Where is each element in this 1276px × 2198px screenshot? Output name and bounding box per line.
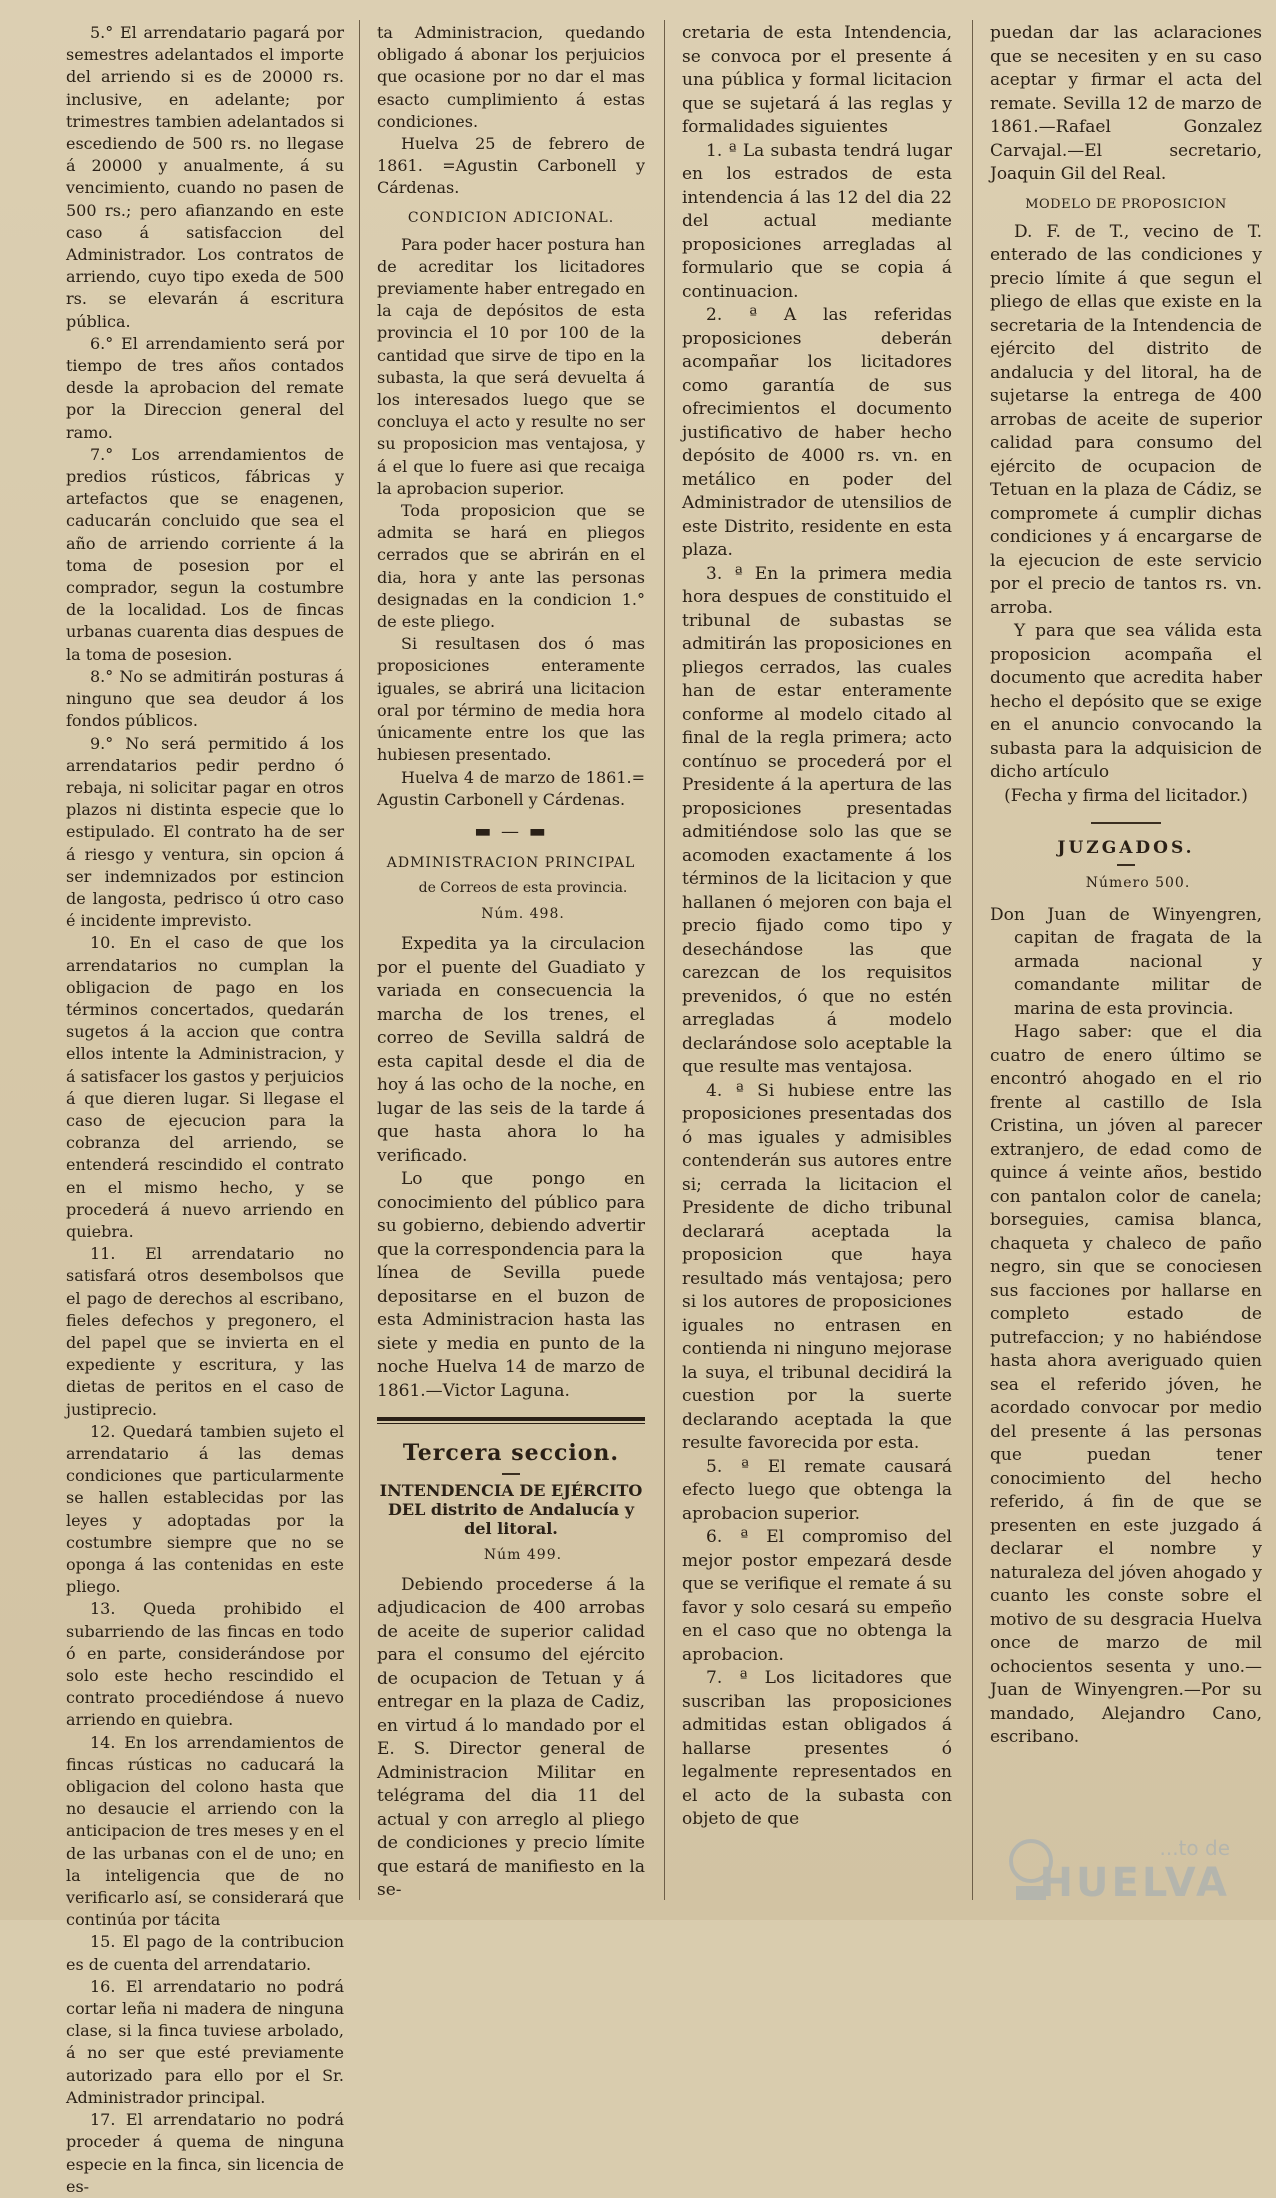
rule-paragraph: 6. ª El compromiso del mejor postor empezará desde que se verifique el remate á su favor y solo cesará su empeño en el caso que no obtenga la aprobacion. bbox=[682, 1527, 952, 1665]
section-divider bbox=[377, 1417, 645, 1424]
column-rule bbox=[664, 20, 665, 1900]
intendencia-heading: INTENDENCIA DE EJÉRCITO DEL distrito de Andalucía y del litoral. bbox=[379, 1480, 643, 1538]
modelo-paragraph: D. F. de T., vecino de T. enterado de las condiciones y precio límite á que segun el pliego de ellas que existe en la secretaria de la Intendencia de ejército del distrito de andalucia y del litoral, ha de sujetarse la entrega de 400 arrobas de aceite de superior calidad para consumo del ejército de ocupacion de Tetuan en la plaza de Cádiz, se compromete á cumplir dichas condiciones y á encargarse de la ejecucion de este servicio por el precio de tantos rs. vn. arroba. bbox=[990, 221, 1262, 618]
signature-line: Huelva 25 de febrero de 1861. =Agustin Carbonell y Cárdenas. bbox=[377, 134, 645, 198]
column-1 bbox=[66, 22, 344, 2196]
condition-paragraph: 6.° El arrendamiento será por tiempo de tres años contados desde la aprobacion del remate por la Direccion general del ramo. bbox=[66, 333, 344, 442]
continued-paragraph: cretaria de esta Intendencia, se convoca por el presente á una pública y formal licitacion que se sujetará á las reglas y formalidades siguientes bbox=[682, 23, 952, 137]
rule-paragraph: 3. ª En la primera media hora despues de constituido el tribunal de subastas se admitirán las proposiciones en pliegos cerrados, las cuales han de estar enteramente conforme al modelo citado al final de la regla primera; acto contínuo se procederá por el Presidente á la apertura de las proposiciones presentadas admitiéndose solo las que se acomoden exactamente á los términos de la licitacion y que hallanen ó mejoren con baja el precio fijado como tipo y desechándose las que carezcan de los requisitos prevenidos, ó que no estén arregladas á modelo declarándose solo aceptable la que resulte mas ventajosa. bbox=[682, 563, 952, 1077]
notice-paragraph: Debiendo procederse á la adjudicacion de 400 arrobas de aceite de superior calidad para el consumo del ejército de ocupacion de Tetuan y á entregar en la plaza de Cadiz, en virtud á lo mandado por el E. S. Director general de Administracion Militar en telégrama del dia 11 del actual y con arreglo al pliego de condiciones y precio límite que estará de manifiesto en la se- bbox=[377, 1574, 645, 1901]
condition-paragraph: 7.° Los arrendamientos de predios rústicos, fábricas y artefactos que se enagenen, caducarán concluido que sea el año de arriendo corriente á la toma de posesion por el comprador, segun la costumbre de la localidad. Los de fincas urbanas cuarenta dias despues de la toma de posesion. bbox=[66, 444, 344, 664]
watermark-text: HUELVA bbox=[1039, 1860, 1230, 1906]
rule-paragraph: 7. ª Los licitadores que suscriban las proposiciones admitidas estan obligados á hallarse presentes ó legalmente representados en el acto de la subasta con objeto de que bbox=[682, 1668, 952, 1829]
fecha-firma-line: (Fecha y firma del licitador.) bbox=[1004, 785, 1248, 806]
continued-paragraph: puedan dar las aclaraciones que se necesiten y en su caso aceptar y firmar el acta del remate. Sevilla 12 de marzo de 1861.—Rafael Gonzalez Carvajal.—El secretario, Joaquin Gil del Real. bbox=[990, 23, 1262, 184]
juzgados-heading: JUZGADOS. bbox=[1057, 838, 1195, 858]
short-divider bbox=[1091, 822, 1161, 824]
column-rule bbox=[972, 20, 973, 1900]
condicion-adicional-heading: CONDICION ADICIONAL. bbox=[407, 209, 615, 226]
condition-paragraph: 10. En el caso de que los arrendatarios no cumplan la obligacion de pago en los términos concertados, quedarán sugetos á la accion que contra ellos intente la Administracion, y á satisfacer los gastos y perjuicios á que dieren lugar. Si llegase el caso de ejecucion para la cobranza del arriendo, se entenderá rescindido el contrato en el mismo hecho, y se procederá á nuevo arriendo en quiebra. bbox=[66, 933, 344, 1241]
administracion-subtitle: de Correos de esta provincia. bbox=[418, 880, 628, 897]
condition-paragraph: 12. Quedará tambien sujeto el arrendatario á las demas condiciones que particularmente se hallen establecidas por las leyes y adoptadas por la costumbre siempre que no se oponga á las contenidas en este pliego. bbox=[66, 1421, 344, 1597]
condition-paragraph: 14. En los arrendamientos de fincas rústicas no caducará la obligacion del colono hasta que no desaucie el arriendo con la anticipacion de tres meses y en el de las urbanas con el de uno; en la inteligencia que de no verificarlo así, se considerará que continúa por tácita bbox=[66, 1732, 344, 1930]
notice-number: Núm 499. bbox=[483, 1546, 563, 1563]
archive-watermark bbox=[1006, 1830, 1236, 1910]
rule-paragraph: 4. ª Si hubiese entre las proposiciones presentadas dos ó mas iguales y admisibles contenderán sus autores entre si; cerrada la licitacion el Presidente de dicho tribunal declarará aceptada la proposicion que haya resultado más ventajosa; pero si los autores de proposiciones iguales no entrasen en contienda ni ninguno mejorase la suya, el tribunal decidirá la cuestion por la suerte declarando aceptada la que resulte favorecida por esta. bbox=[682, 1080, 952, 1453]
column-3 bbox=[682, 22, 952, 1910]
condition-paragraph: 15. El pago de la contribucion es de cuenta del arrendatario. bbox=[66, 1932, 344, 1974]
continued-paragraph: ta Administracion, quedando obligado á abonar los perjuicios que ocasione por no dar el mas esacto cumplimiento á estas condiciones. bbox=[377, 23, 645, 131]
condition-paragraph: 5.° El arrendatario pagará por semestres adelantados el importe del arriendo si es de 20000 rs. inclusive, en adelante; por trimestres tambien adelantados si escediendo de 500 rs. no llegase á 20000 y anualmente, á su vencimiento, cuando no pasen de 500 rs.; pero afianzando en este caso á satisfaccion del Administrador. Los contratos de arriendo, cuyo tipo exeda de 500 rs. se elevarán á escritura pública. bbox=[66, 23, 344, 331]
condition-paragraph: 11. El arrendatario no satisfará otros desembolsos que el pago de derechos al escribano, fieles defechos y pregonero, el del papel que se invierta en el expediente y escritura, y las dietas de peritos en el caso de justiprecio. bbox=[66, 1244, 344, 1419]
administracion-heading: ADMINISTRACION PRINCIPAL bbox=[386, 855, 636, 872]
column-2 bbox=[377, 22, 645, 1910]
notice-paragraph: Expedita ya la circulacion por el puente del Guadiato y variada en consecuencia la marcha de los trenes, el correo de Sevilla saldrá de esta capital desde el dia de hoy á las ocho de la noche, en lugar de las seis de la tarde á que hasta ahora lo ha verificado. bbox=[377, 934, 645, 1166]
rule-paragraph: 1. ª La subasta tendrá lugar en los estrados de esta intendencia á las 12 del dia 22 del actual mediante proposiciones arregladas al formulario que se copia á continuacion. bbox=[682, 140, 952, 302]
juzgados-intro: Don Juan de Winyengren, capitan de fragata de la armada nacional y comandante militar de marina de esta provincia. bbox=[990, 904, 1262, 1019]
watermark-text: ...to de bbox=[1159, 1836, 1230, 1860]
column-rule bbox=[359, 20, 360, 1900]
juzgados-paragraph: Hago saber: que el dia cuatro de enero último se encontró ahogado en el rio frente al castillo de Isla Cristina, un jóven al parecer extranjero, de edad como de quince á veinte años, bestido con pantalon color de canela; borseguies, camisa blanca, chaqueta y chaleco de paño negro, sin que se conociesen sus facciones por hallarse en completo estado de putrefaccion; y no habiéndose hasta ahora averiguado quien sea el referido jóven, he acordado convocar por medio del presente á las personas que puedan tener conocimiento del hecho referido, á fin de que se presenten en este juzgado á declarar el nombre y naturaleza del jóven ahogado y cuanto les conste sobre el motivo de su desgracia Huelva once de marzo de mil ochocientos sesenta y uno.— Juan de Winyengren.—Por su mandado, Alejandro Cano, escribano. bbox=[990, 1022, 1262, 1747]
notice-paragraph: Lo que pongo en conocimiento del público para su gobierno, debiendo advertir que la correspondencia para la línea de Sevilla puede depositarse en el buzon de esta Administracion hasta las siete y media en punto de la noche Huelva 14 de marzo de 1861.—Victor Laguna. bbox=[377, 1169, 645, 1401]
ornament-separator bbox=[502, 1473, 520, 1475]
condition-paragraph: 8.° No se admitirán posturas á ninguno que sea deudor á los fondos públicos. bbox=[66, 666, 344, 731]
rule-paragraph: 5. ª El remate causará efecto luego que obtenga la aprobacion superior. bbox=[682, 1456, 952, 1524]
signature-line: Huelva 4 de marzo de 1861.= Agustin Carbonell y Cárdenas. bbox=[377, 767, 645, 809]
modelo-paragraph: Y para que sea válida esta proposicion acompaña el documento que acredita haber hecho el depósito que se exige en el anuncio convocando la subasta para la adquisicion de dicho artículo bbox=[990, 621, 1262, 782]
rule-paragraph: 2. ª A las referidas proposiciones deberán acompañar los licitadores como garantía de sus ofrecimientos el documento justificativo de haber hecho depósito de 4000 rs. vn. en metálico en poder del Administrador de utensilios de este Distrito, residente en esta plaza. bbox=[682, 305, 952, 560]
column-4 bbox=[990, 22, 1262, 1910]
condition-paragraph: Para poder hacer postura han de acreditar los licitadores previamente haber entregado en la caja de depósitos de esta provincia el 10 por 100 de la cantidad que sirve de tipo en la subasta, la que será devuelta á los interesados luego que se concluya el acto y resulte no ser su proposicion mas ventajosa, y á el que lo fuere asi que recaiga la aprobacion superior. bbox=[377, 234, 645, 498]
notice-number: Núm. 498. bbox=[481, 906, 565, 923]
condition-paragraph: 16. El arrendatario no podrá cortar leña ni madera de ninguna clase, si la finca tuviese arbolado, á no ser que esté previamente autorizado para ello por el Sr. Administrador principal. bbox=[66, 1976, 344, 2107]
condition-paragraph: Si resultasen dos ó mas proposiciones enteramente iguales, se abrirá una licitacion oral por término de media hora únicamente entre los que las hubiesen presentado. bbox=[377, 634, 645, 765]
ornament-separator: ▬ — ▬ bbox=[474, 820, 548, 842]
condition-paragraph: Toda proposicion que se admita se hará en pliegos cerrados que se abrirán en el dia, hora y ante las personas designadas en la condicion 1.° de este pliego. bbox=[377, 501, 645, 632]
condition-paragraph: 17. El arrendatario no podrá proceder á quema de ninguna especie en la finca, sin licencia de es- bbox=[66, 2110, 344, 2196]
notice-number: Número 500. bbox=[1085, 875, 1191, 891]
modelo-heading: MODELO DE PROPOSICION bbox=[1025, 196, 1227, 212]
condition-paragraph: 9.° No será permitido á los arrendatarios pedir perdno ó rebaja, ni solicitar pagar en otros plazos ni distinta especie que lo estipulado. El contrato ha de ser á riesgo y ventura, sin opcion á ser indemnizados por estincion de langosta, pedrisco ú otro caso é incidente imprevisto. bbox=[66, 733, 344, 931]
condition-paragraph: 13. Queda prohibido el subarriendo de las fincas en todo ó en parte, considerándose por solo este hecho rescindido el contrato procediéndose á nuevo arriendo en quiebra. bbox=[66, 1599, 344, 1730]
ornament-separator bbox=[1117, 864, 1135, 866]
section-title: Tercera seccion. bbox=[402, 1440, 620, 1467]
